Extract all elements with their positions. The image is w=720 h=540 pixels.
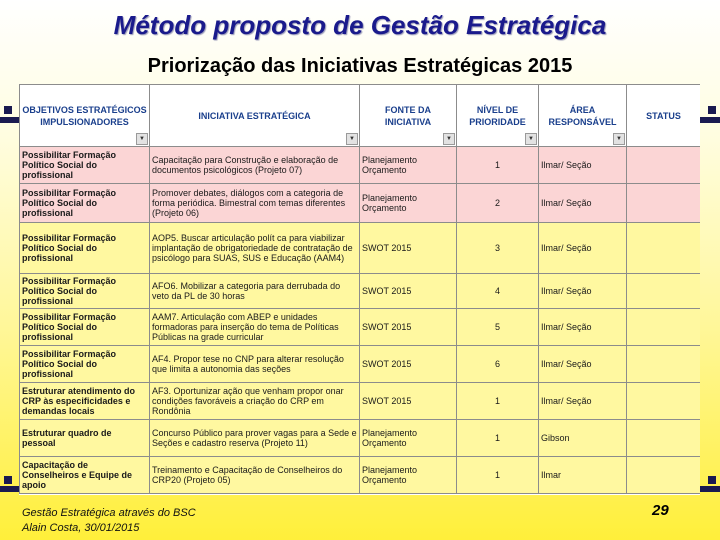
- filter-dropdown-icon[interactable]: ▼: [346, 133, 358, 145]
- cell-status: [627, 223, 701, 274]
- cell-objetivo: Possibilitar Formação Político Social do profissional: [20, 147, 150, 184]
- header-fonte: FONTE DA INICIATIVA ▼: [360, 85, 457, 147]
- cell-fonte: SWOT 2015: [360, 274, 457, 309]
- cell-objetivo: Possibilitar Formação Político Social do profissional: [20, 184, 150, 223]
- cell-fonte: SWOT 2015: [360, 309, 457, 346]
- header-iniciativa: INICIATIVA ESTRATÉGICA ▼: [150, 85, 360, 147]
- cell-status: [627, 274, 701, 309]
- cell-fonte: Planejamento Orçamento: [360, 420, 457, 457]
- cell-status: [627, 309, 701, 346]
- cell-area: Ilmar/ Seção: [539, 274, 627, 309]
- cell-prioridade: 4: [457, 274, 539, 309]
- filter-dropdown-icon[interactable]: ▼: [136, 133, 148, 145]
- cell-prioridade: 6: [457, 346, 539, 383]
- table-row: [20, 309, 701, 346]
- cell-prioridade: 5: [457, 309, 539, 346]
- cell-iniciativa: Concurso Público para prover vagas para a Sede e Seções e cadastro reserva (Projeto 11): [150, 420, 360, 457]
- decorative-square: [708, 106, 716, 114]
- cell-fonte: SWOT 2015: [360, 223, 457, 274]
- table-header-row: [20, 85, 701, 147]
- table-row: [20, 383, 701, 420]
- cell-objetivo: Estruturar quadro de pessoal: [20, 420, 150, 457]
- filter-dropdown-icon[interactable]: ▼: [443, 133, 455, 145]
- footer-line-2: Alain Costa, 30/01/2015: [22, 522, 140, 534]
- cell-objetivo: Estruturar atendimento do CRP às especificidades e demandas locais: [20, 383, 150, 420]
- cell-iniciativa: Promover debates, diálogos com a categoria de forma periódica. Bimestral com temas diferentes (Projeto 06): [150, 184, 360, 223]
- cell-iniciativa: AAM7. Articulação com ABEP e unidades formadoras para inserção do tema de Políticas Públicas na grade curricular: [150, 309, 360, 346]
- cell-status: [627, 420, 701, 457]
- cell-fonte: Planejamento Orçamento: [360, 457, 457, 494]
- cell-prioridade: 1: [457, 147, 539, 184]
- cell-status: [627, 457, 701, 494]
- cell-iniciativa: AF3. Oportunizar ação que venham propor onar condições favoráveis a criação do CRP em Rondônia: [150, 383, 360, 420]
- cell-objetivo: Possibilitar Formação Político Social do profissional: [20, 346, 150, 383]
- cell-status: [627, 184, 701, 223]
- table-row: [20, 346, 701, 383]
- cell-area: Ilmar/ Seção: [539, 184, 627, 223]
- cell-prioridade: 2: [457, 184, 539, 223]
- initiatives-table: [19, 84, 700, 495]
- cell-prioridade: 1: [457, 383, 539, 420]
- table-row: [20, 184, 701, 223]
- header-status: STATUS: [627, 85, 701, 147]
- cell-objetivo: Possibilitar Formação Político Social do profissional: [20, 274, 150, 309]
- header-area: ÁREA RESPONSÁVEL ▼: [539, 85, 627, 147]
- table-row: [20, 147, 701, 184]
- decorative-square: [708, 476, 716, 484]
- cell-objetivo: Capacitação de Conselheiros e Equipe de apoio: [20, 457, 150, 494]
- cell-area: Gibson: [539, 420, 627, 457]
- cell-iniciativa: AOP5. Buscar articulação polít ca para viabilizar implantação de obrigatoriedade de contratação de psicólogo para SUAS, SUS e Educação (AAM4): [150, 223, 360, 274]
- cell-iniciativa: Capacitação para Construção e elaboração de documentos psicológicos (Projeto 07): [150, 147, 360, 184]
- cell-area: Ilmar/ Seção: [539, 309, 627, 346]
- footer: [22, 506, 196, 536]
- filter-dropdown-icon[interactable]: ▼: [613, 133, 625, 145]
- filter-dropdown-icon[interactable]: ▼: [525, 133, 537, 145]
- cell-objetivo: Possibilitar Formação Político Social do profissional: [20, 309, 150, 346]
- cell-objetivo: Possibilitar Formação Político Social do profissional: [20, 223, 150, 274]
- table-row: [20, 274, 701, 309]
- cell-fonte: SWOT 2015: [360, 383, 457, 420]
- cell-prioridade: 1: [457, 457, 539, 494]
- header-objetivos: OBJETIVOS ESTRATÉGICOS IMPULSIONADORES ▼: [20, 85, 150, 147]
- cell-area: Ilmar/ Seção: [539, 346, 627, 383]
- table-row: [20, 420, 701, 457]
- slide-subtitle: Priorização das Iniciativas Estratégicas 2015: [147, 55, 573, 77]
- table-row: [20, 223, 701, 274]
- cell-prioridade: 3: [457, 223, 539, 274]
- cell-area: Ilmar/ Seção: [539, 147, 627, 184]
- cell-area: Ilmar/ Seção: [539, 383, 627, 420]
- cell-iniciativa: AFO6. Mobilizar a categoria para derrubada do veto da PL de 30 horas: [150, 274, 360, 309]
- cell-prioridade: 1: [457, 420, 539, 457]
- cell-fonte: Planejamento Orçamento: [360, 147, 457, 184]
- cell-iniciativa: Treinamento e Capacitação de Conselheiros do CRP20 (Projeto 05): [150, 457, 360, 494]
- cell-fonte: Planejamento Orçamento: [360, 184, 457, 223]
- cell-status: [627, 383, 701, 420]
- page-number: 29: [652, 502, 669, 519]
- footer-line-1: Gestão Estratégica através do BSC: [22, 507, 196, 519]
- cell-area: Ilmar/ Seção: [539, 223, 627, 274]
- cell-status: [627, 147, 701, 184]
- cell-fonte: SWOT 2015: [360, 346, 457, 383]
- decorative-square: [4, 476, 12, 484]
- cell-area: Ilmar: [539, 457, 627, 494]
- cell-iniciativa: AF4. Propor tese no CNP para alterar resolução que limita a autonomia das seções: [150, 346, 360, 383]
- header-prioridade: NÍVEL DE PRIORIDADE ▼: [457, 85, 539, 147]
- cell-status: [627, 346, 701, 383]
- slide-title: Método proposto de Gestão Estratégica: [113, 10, 607, 40]
- decorative-square: [4, 106, 12, 114]
- table-row: [20, 457, 701, 494]
